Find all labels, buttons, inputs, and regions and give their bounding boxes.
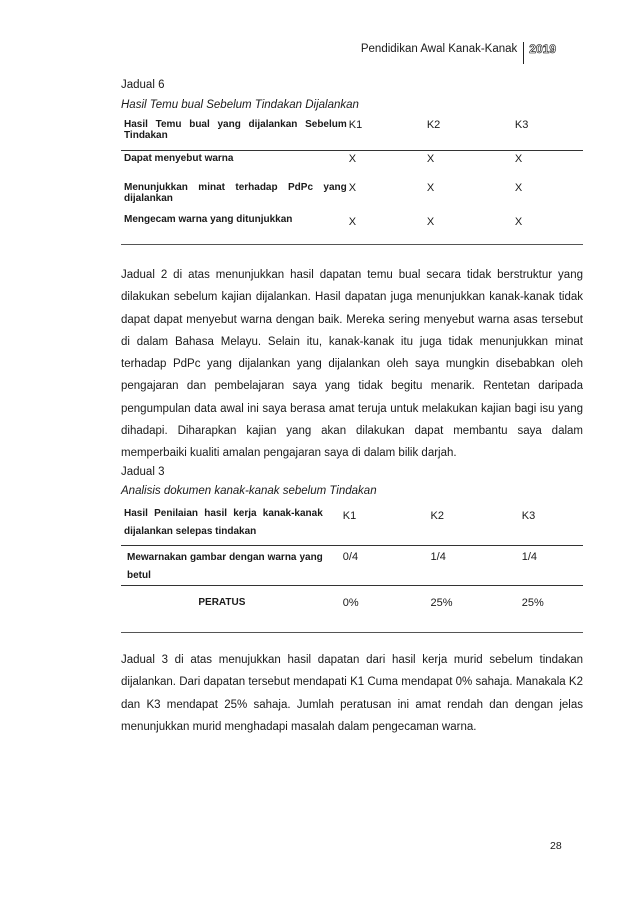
table6-caption: Hasil Temu bual Sebelum Tindakan Dijalankan [121,99,359,111]
table-row [121,586,583,633]
table6-row1-criteria: Dapat menyebut warna [124,153,234,164]
table6-row2-k2: X [426,182,435,194]
table3 [121,505,583,633]
table6-header-k1: K1 [347,119,417,151]
table-row [121,180,583,212]
table3-header-k3: K3 [492,505,583,546]
table6-label: Jadual 6 [121,79,165,91]
table6-header-k2: K2 [417,119,495,151]
table3-header-criteria: Hasil Penilaian hasil kerja kanak-kanak dijalankan selepas tindakan [121,505,323,546]
table6-row1-k3: X [514,153,523,165]
table3-header-k2: K2 [403,505,492,546]
table3-row1-k1: 0/4 [323,546,403,586]
table6-row2-criteria: Menunjukkan minat terhadap PdPc yang dijalankan [124,182,347,204]
table3-row2-k3: 25% [492,586,583,633]
table6-row1-k1: X [348,153,357,165]
table6-row3-k2: X [417,212,495,245]
table6-row2-k1: X [348,182,357,194]
header-divider [523,42,524,64]
table-row [121,151,583,181]
page-header [361,42,556,64]
table3-label: Jadual 3 [121,466,165,478]
table3-header-row [121,505,583,546]
table3-row2-k2: 25% [403,586,492,633]
table6-row3-k1: X [347,212,417,245]
table3-header-k1: K1 [323,505,403,546]
table6-header-criteria: Hasil Temu bual yang dijalankan Sebelum Tindakan [121,119,347,151]
table-row [121,212,583,245]
paragraph-2: Jadual 3 di atas menujukkan hasil dapatan dari hasil kerja murid sebelum tindakan dijalankan. Dari dapatan tersebut mendapati K1 Cuma mendapat 0% sahaja. Manakala K2 dan K3 mendapat 25% sahaja. Jumlah peratusan ini amat rendah dan dengan jelas menunjukkan murid menghadapi masalah dalam pengecaman warna. [121,654,583,733]
table6-row3-criteria: Mengecam warna yang ditunjukkan [121,212,347,245]
table6-row2-k3: X [514,182,523,194]
page-number: 28 [550,840,562,852]
table3-row1-criteria: Mewarnakan gambar dengan warna yang betul [121,546,323,586]
table6-row1-k2: X [426,153,435,165]
table3-row2-label: PERATUS [121,586,323,633]
table6-row3-k3: X [495,212,583,245]
table3-caption: Analisis dokumen kanak-kanak sebelum Tindakan [121,485,377,497]
table6-header-k3: K3 [495,119,583,151]
table3-row1-k3: 1/4 [492,546,583,586]
table3-row2-k1: 0% [323,586,403,633]
table6-header-row [121,119,583,151]
table3-row1-k2: 1/4 [403,546,492,586]
paragraph-1: Jadual 2 di atas menunjukkan hasil dapatan temu bual secara tidak berstruktur yang dilakukan sebelum kajian dijalankan. Hasil dapatan juga menunjukkan kanak-kanak tidak dapat dapat menyebut warna dengan baik. Mereka sering menyebut warna asas tersebut di dalam Bahasa Melayu. Selain itu, kanak-kanak itu juga tidak menunjukkan minat terhadap PdPc yang dijalankan yang dijalankan oleh saya mungkin disebabkan oleh pengajaran dan pembelajaran saya yang tidak begitu menarik. Rentetan daripada pengumpulan data awal ini saya berasa amat teruja untuk melakukan kajian bagi isu yang dihadapi. Diharapkan kajian yang akan dilakukan dapat membantu saya dalam memperbaiki kualiti amalan pengajaran saya di dalam bilik darjah. [121,269,583,460]
header-year: 2019 [529,42,556,56]
table6 [121,119,583,245]
header-title: Pendidikan Awal Kanak-Kanak [360,43,518,55]
table-row [121,546,583,586]
